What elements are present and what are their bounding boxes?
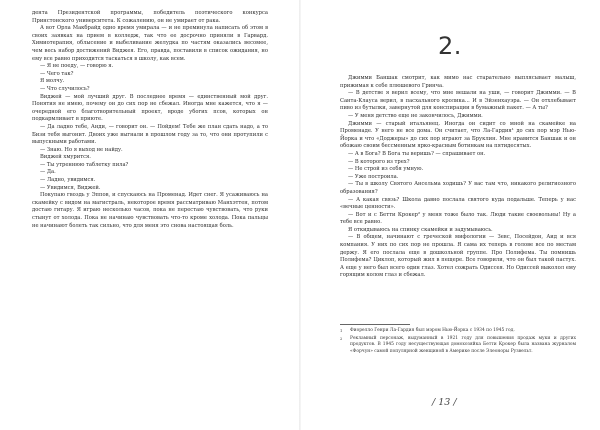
right-page [300, 0, 600, 430]
paragraph: Я откидываюсь на спинку скамейки и задумываюсь. [348, 226, 493, 233]
paragraph: — Ладно, увидимся. [40, 177, 96, 184]
footnote-text: Рекламный персонаж, выдуманный в 1921 году для повышения продаж муки и других продуктов. В 1945 году несуществующая домохозяйка Бетти Крокер была названа журналом «Форчун» самой популярной женщиной в Америке после Элеоноры Рузвельт. [350, 335, 576, 354]
footnotes [340, 328, 576, 356]
paragraph: — В детстве я верил всему, что мне вешали на уши, — говорит Джимми. — В Санта-Клауса верил, в пасхального кролика... И в Эйзенхауэра. — Он отхлебывает пиво из бутылки, завернутой для конспирации в бумажный пакет. — А ты? [340, 90, 576, 112]
page-number: / 13 / [432, 397, 457, 408]
paragraph: — Знаю. Но я выход не найду. [40, 146, 123, 153]
footnote-text: Фиорелло Генри Ла-Гардия был мэром Нью-Йорка с 1934 по 1945 год. [350, 328, 515, 333]
right-page-text [340, 75, 576, 280]
paragraph: дента Президентской программы, победитель поэтического конкурса Принстонского университета. К сожалению, он не умирает от рака. [32, 10, 268, 24]
paragraph: — Что случилось? [40, 85, 90, 92]
paragraph: — Да ладно тебе, Анди, — говорит он. — Пойдем! Тебе же план сдать надо, а то Бизи тебя выгонит. Двоих уже выгнали в прошлом году за то, что они протупили с выпускными работами. [32, 123, 268, 146]
paragraph: Покупаю гвоздь у Эппов, и спускаюсь на Променад. Идет снег. Я усаживаюсь на скамейку с видом на магистраль, некоторое время рассматриваю Манхэттен, потом достаю гитару. Я играю несколько часов, пока не перестаю чувствовать, что руки стынут от холода. Пока не начинаю чувствовать что-то кроме холода. Пока пальцы не начинают болеть так сильно, что для меня это снова настоящая боль. [32, 192, 268, 229]
paragraph: — Да. [40, 169, 56, 176]
paragraph: — Уже построила. [348, 173, 399, 180]
footnote-mark: 2 [340, 336, 343, 341]
paragraph: — А какая связь? Школа давно послала святого куда подальше. Теперь у нас «вечные ценности». [340, 196, 576, 211]
paragraph: Виджей хмурится. [40, 154, 91, 161]
footnote-divider [340, 324, 410, 325]
paragraph: — Не строй из себя умную. [348, 166, 424, 173]
paragraph: — В общем, начинают с греческой мифологии — Зевс, Посейдон, Аид и вся компания. У них по сих пор не прошла. Я сама их теперь в голове все по местам держу. Я его послала еще в дошкольной группе. Про Полифема. Ты помнишь Полифема? Циклоп, который жил в пещере. Все говорили, что он был такой пастух. А еще у него был всего один глаз. Хотел сожрать Одиссея. Но Одиссей выколол ему горящим колом глаз и сбежал. [340, 234, 576, 279]
paragraph: — В которого из трех? [348, 158, 410, 165]
paragraph: — А в Бога? В Бога ты веришь? — спрашивает он. [348, 150, 486, 157]
footnote-mark: 1 [340, 329, 343, 333]
paragraph: — Ты в школу Святого Ансельма ходишь? У вас там что, никакого религиозного образования? [340, 181, 576, 195]
left-page-text [32, 10, 268, 230]
paragraph: — Чего так? [40, 70, 74, 77]
paragraph: Джимми — старый итальянец. Иногда он сидит со мной на скамейке на Променаде. У него не все дома. Он считает, что Ла-Гардия¹ до сих пор мэр Нью-Йорка и что «Доджеры» до сих пор играют за Бруклин. Мне нравится Баншак и он обожаю своим бессменным ярко-красным ботинкам на пятидесятых. [340, 120, 576, 150]
paragraph: — Увидимся, Виджей. [40, 184, 101, 191]
paragraph: — Вот и с Бетти Крокер² у меня тоже было так. Люди такие своевольны! Ну а тебе все равно. [340, 211, 576, 226]
paragraph: Я молчу. [40, 78, 65, 85]
paragraph: — У меня детство еще не закончилось, Джимми. [348, 112, 483, 119]
footnote [340, 328, 576, 335]
paragraph: А вот Орла Макбрайд одно время умирала — и не преминула написать об этом в своих заявках на прием в колледж, так что ее досрочно приняли в Гарвард. Химиотерапия, облысение и выбеливание желудка по частям оказались весомее, чем весь набор достижений Виджея. Его, правда, поставили в список ожидания, но ему все равно приходится таскаться в школу, как всем. [32, 25, 268, 62]
footnote [340, 336, 576, 356]
paragraph: Джимми Баншак смотрит, как мимо нас старательно выплясывает малыш, прижимая к себе плюшевого Гринча. [340, 75, 576, 89]
paragraph: — Ты утреннюю таблетку пила? [40, 161, 129, 168]
chapter-title: 2. [438, 32, 462, 60]
paragraph: — Я не поеду, — говорю я. [40, 63, 114, 70]
paragraph: Виджей — мой лучший друг. В последнее время — единственный мой друг. Понятия не имею, почему он до сих пор не сбежал. Иногда мне кажется, что я — очередной его благотворительный проект, вроде убогих псов, которых он подкармливает в приюте. [32, 93, 268, 123]
